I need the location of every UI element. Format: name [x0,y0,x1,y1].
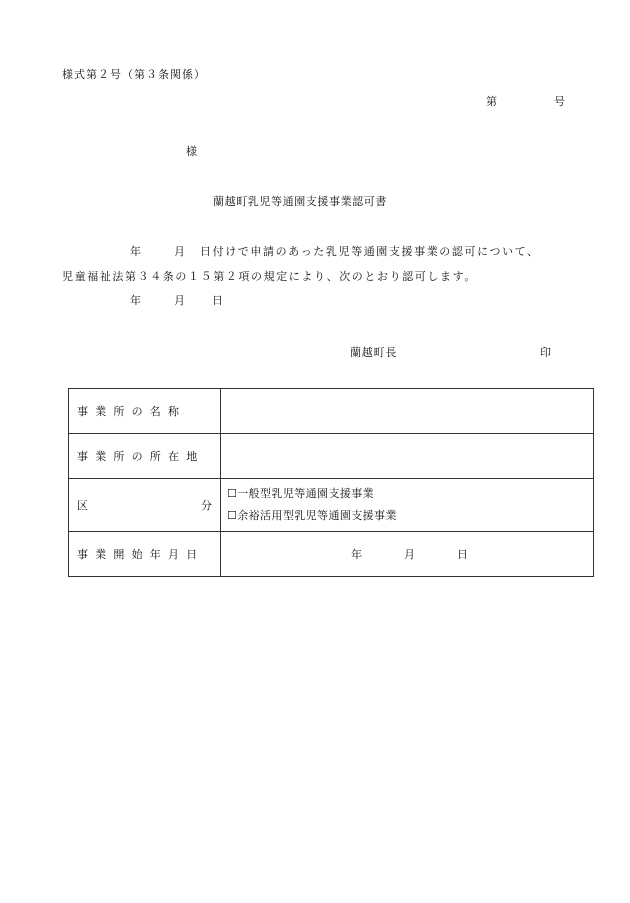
start-date-field[interactable] [221,532,594,577]
table-row [69,479,594,532]
facility-name-field[interactable] [221,389,594,434]
facility-address-label: 事業所の所在地 [69,434,221,479]
start-day-label: 日 [457,548,468,561]
issue-year-label: 年 [130,294,141,307]
body-line-1-text: 日付けで申請のあった乳児等通園支援事業の認可について、 [200,245,540,258]
start-year-label: 年 [351,548,362,561]
category-label-left: 区 [77,499,88,512]
body-year-label: 年 [130,245,141,258]
category-label [69,479,221,532]
start-month-label: 月 [404,548,415,561]
issue-day-label: 日 [212,294,223,307]
table-row [69,434,594,479]
seal-mark: 印 [540,346,551,359]
facility-name-label: 事業所の名称 [69,389,221,434]
start-date-label: 事業開始年月日 [69,532,221,577]
body-line-2: 児童福祉法第３４条の１５第２項の規定により、次のとおり認可します。 [62,270,477,283]
issue-month-label: 月 [174,294,185,307]
table-row [69,389,594,434]
body-month-label: 月 [174,245,185,258]
category-options [221,479,594,532]
addressee-honorific: 様 [186,145,197,158]
table-row [69,532,594,577]
document-number-suffix: 号 [554,95,565,108]
form-number: 様式第２号（第３条関係） [62,68,206,81]
facility-info-table [68,388,594,577]
option-general-type[interactable]: ☐一般型乳児等通園支援事業 [227,487,375,500]
issuer-name: 蘭越町長 [350,346,398,359]
facility-address-field[interactable] [221,434,594,479]
option-surplus-type[interactable]: ☐余裕活用型乳児等通園支援事業 [227,509,397,522]
document-title: 蘭越町乳児等通園支援事業認可書 [213,195,387,208]
category-label-right: 分 [201,499,212,512]
document-number-prefix: 第 [486,95,497,108]
